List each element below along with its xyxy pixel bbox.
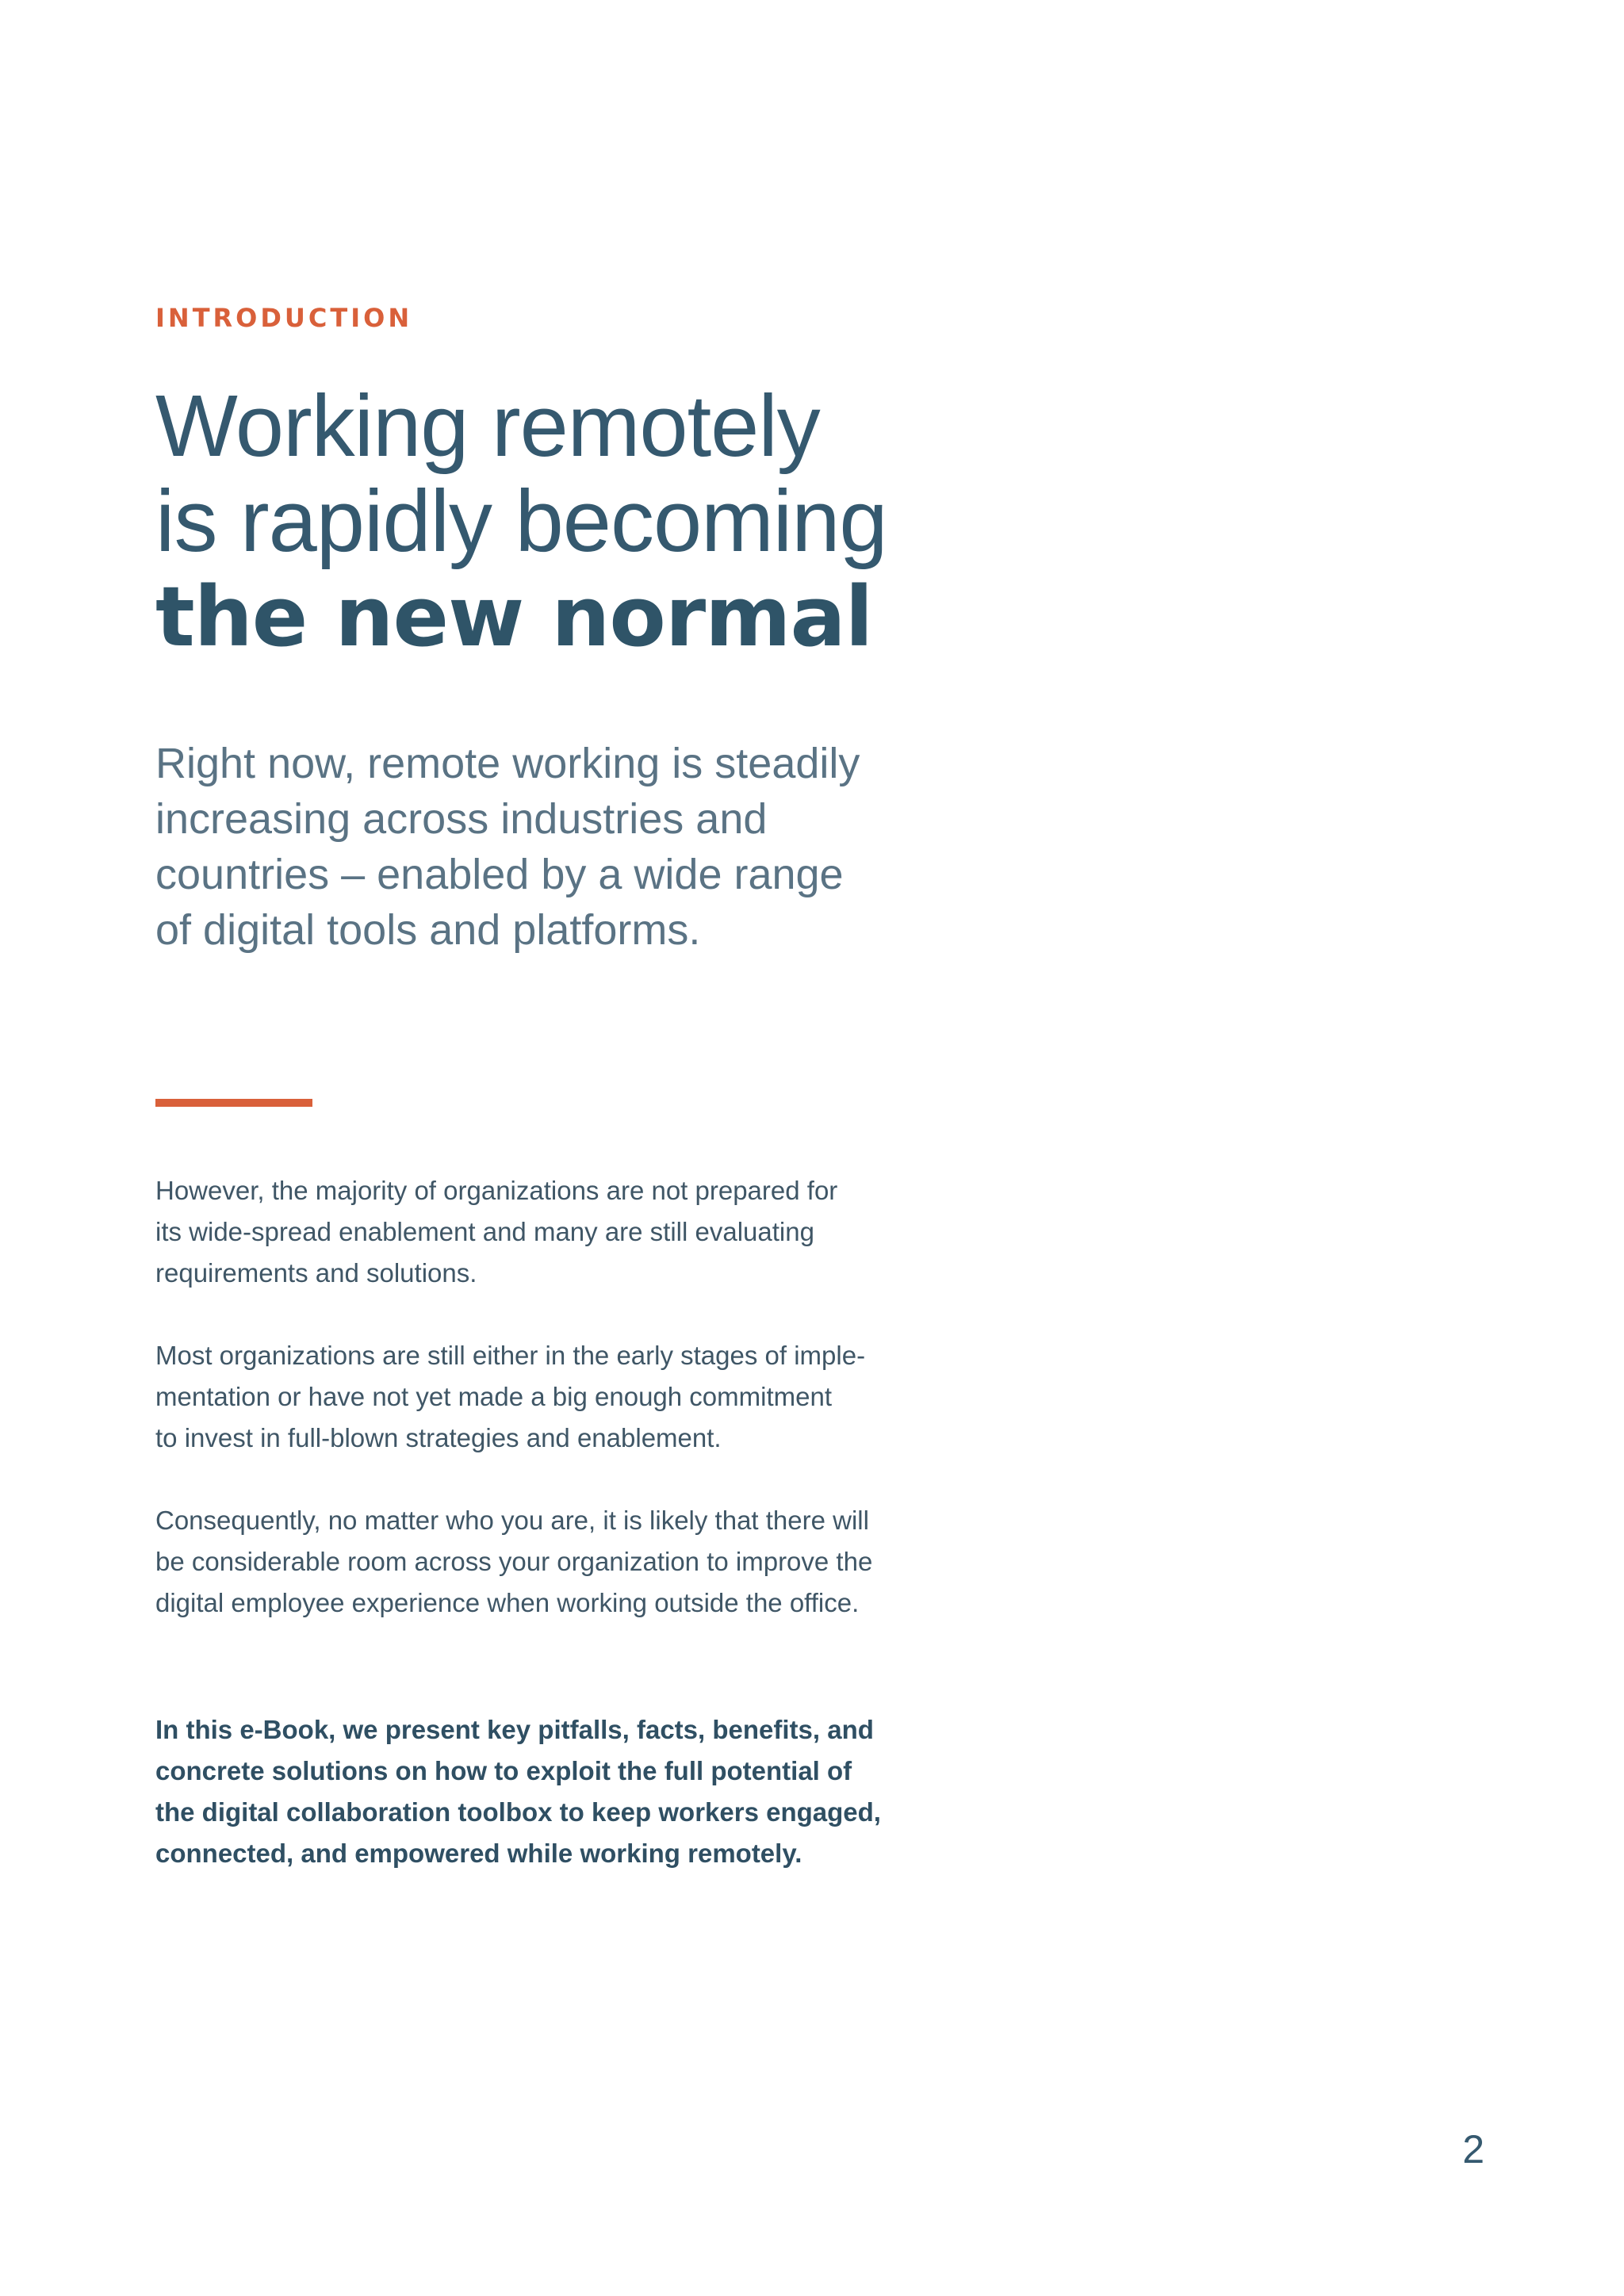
body-line: mentation or have not yet made a big enough commitment [155,1382,832,1411]
lead-line: increasing across industries and [155,795,768,843]
summary-line: the digital collaboration toolbox to keep workers engaged, [155,1797,881,1827]
page-number: 2 [1462,2127,1484,2172]
accent-divider [155,1099,312,1107]
summary-line: concrete solutions on how to exploit the full potential of [155,1756,852,1785]
summary-line: connected, and empowered while working remotely. [155,1839,802,1868]
title-line-1: Working remotely [155,377,820,475]
lead-line: Right now, remote working is steadily [155,740,860,787]
body-line: requirements and solutions. [155,1258,477,1288]
body-paragraph-2 [155,1335,948,1459]
summary-paragraph [155,1709,964,1874]
body-line: Consequently, no matter who you are, it is likely that there will [155,1506,869,1535]
body-line: to invest in full-blown strategies and enablement. [155,1423,722,1452]
body-paragraph-1 [155,1170,948,1294]
body-line: However, the majority of organizations are not prepared for [155,1176,838,1205]
title-line-3-emphasis: the new normal [155,568,873,665]
lead-paragraph [155,736,869,958]
title-line-2: is rapidly becoming [155,473,887,570]
body-line: be considerable room across your organization to improve the [155,1547,873,1576]
lead-line: countries – enabled by a wide range [155,851,844,898]
body-paragraph-3 [155,1500,948,1624]
body-line: its wide-spread enablement and many are still evaluating [155,1217,814,1246]
body-line: digital employee experience when working outside the office. [155,1588,860,1617]
summary-line: In this e-Book, we present key pitfalls, facts, benefits, and [155,1715,874,1744]
lead-line: of digital tools and platforms. [155,906,701,954]
body-line: Most organizations are still either in the early stages of imple- [155,1341,866,1370]
page-title [155,379,887,664]
section-label: INTRODUCTION [155,303,413,333]
